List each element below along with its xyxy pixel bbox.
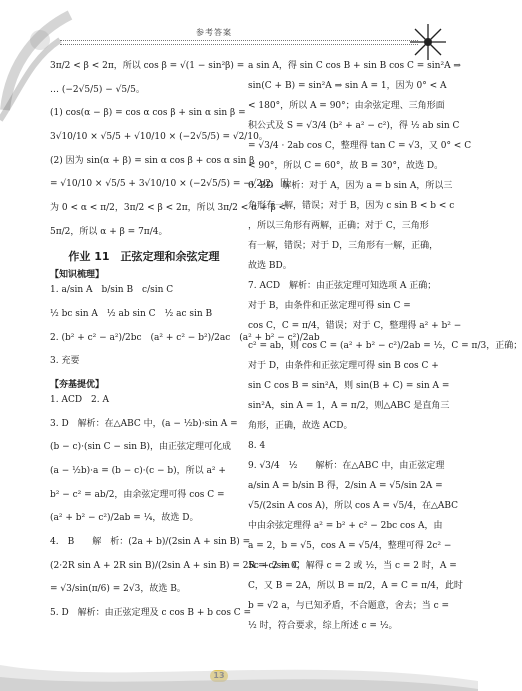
text-line: a/sin A = b/sin B 得，2/sin A = √5/sin 2A = <box>248 481 443 491</box>
text-line: 5c + 2 = 0，解得 c = 2 或 ½，当 c = 2 时，A = <box>248 561 457 571</box>
text-line: (a² + b² − c²)/2ab = ¼，故选 D。 <box>50 513 199 524</box>
text-line: (2) 因为 sin(α + β) = sin α cos β + cos α sin β <box>50 155 255 166</box>
text-line: (b − c)·(sin C − sin B)，由正弦定理可化成 <box>50 442 232 453</box>
text-line: b² − c² = ab/2，由余弦定理可得 cos C = <box>50 489 225 500</box>
text-line: 2. (b² + c² − a²)/2bc (a² + c² − b²)/2ac (a² + b² − c²)/2ab <box>50 332 320 343</box>
text-line: 5. D 解析：由正弦定理及 c cos B + b cos C = <box>50 608 252 619</box>
text-line: 为 0 < α < π/2，3π/2 < β < 2π，所以 3π/2 < α + β < <box>50 203 287 214</box>
bottom-wave-decoration <box>0 655 478 691</box>
text-line: cos C，C = π/4，错误；对于 C，整理得 a² + b² − <box>248 321 462 331</box>
header-title: 参考答案 <box>196 28 232 37</box>
text-line: ½ bc sin A ½ ab sin C ½ ac sin B <box>50 309 213 320</box>
text-line: sin(C + B) = sin²A ⇒ sin A = 1，因为 0° < A <box>248 81 447 91</box>
text-line: 有一解，错误；对于 D，三角形有一解，正确， <box>248 241 439 251</box>
text-line: (a − ½b)·a = (b − c)·(c − b)，所以 a² + <box>50 466 226 477</box>
text-line: (2·2R sin A + 2R sin B)/(2sin A + sin B) = 2R = c/sin C <box>50 560 300 571</box>
text-line: 3π/2 < β < 2π，所以 cos β = √(1 − sin²β) = <box>50 61 245 71</box>
text-line: 7. ACD 解析：由正弦定理可知选项 A 正确； <box>248 281 437 291</box>
text-line: 对于 B，由条件和正弦定理可得 sin C = <box>248 301 411 311</box>
section-title: 作业 11 正弦定理和余弦定理 <box>68 250 220 264</box>
text-line: < 90°，所以 C = 60°，故 B = 30°，故选 D。 <box>248 161 444 171</box>
right-column <box>248 60 522 640</box>
text-line: 角形有一解，错误；对于 B，因为 c sin B < b < c <box>248 201 455 211</box>
section-label: 【夯基提优】 <box>50 380 105 391</box>
header-divider <box>60 40 418 45</box>
text-line: 3. 充要 <box>50 356 80 367</box>
text-line: 3. D 解析：在△ABC 中，(a − ½b)·sin A = <box>50 418 238 429</box>
text-line: 中由余弦定理得 a² = b² + c² − 2bc cos A，由 <box>248 521 443 531</box>
text-line: (1) cos(α − β) = cos α cos β + sin α sin β = <box>50 108 246 119</box>
text-line: 9. √3/4 ½ 解析：在△ABC 中，由正弦定理 <box>248 461 445 471</box>
text-line: 1. a/sin A b/sin B c/sin C <box>50 285 174 296</box>
text-line: √5/(2sin A cos A)，所以 cos A = √5/4，在△ABC <box>248 501 459 511</box>
section-label: 【知识梳理】 <box>50 270 105 281</box>
text-line: 3√10/10 × √5/5 + √10/10 × (−2√5/5) = √2/10。 <box>50 132 268 143</box>
text-line: a = 2，b = √5，cos A = √5/4，整理可得 2c² − <box>248 541 452 551</box>
text-line: < 180°，所以 A = 90°；由余弦定理、三角形面 <box>248 101 445 111</box>
text-line: c² = ab，则 cos C = (a² + b² − c²)/2ab = ½，C = π/3，正确； <box>248 341 522 351</box>
text-line: ，所以三角形有两解，正确；对于 C，三角形 <box>248 221 429 231</box>
text-line: sin²A，sin A = 1，A = π/2，则△ABC 是直角三 <box>248 401 450 411</box>
text-line: 5π/2，所以 α + β = 7π/4。 <box>50 226 168 237</box>
text-line: ½ 时，符合要求，综上所述 c = ½。 <box>248 621 398 631</box>
text-line: = √3/sin(π/6) = 2√3，故选 B。 <box>50 584 186 595</box>
text-line: C，又 B = 2A，所以 B = π/2，A = C = π/4，此时 <box>248 581 463 591</box>
text-line: 积公式及 S = √3/4 (b² + a² − c²)，得 ½ ab sin C <box>248 121 460 131</box>
text-line: 角形，正确，故选 ACD。 <box>248 421 353 431</box>
text-line: b = √2 a，与已知矛盾，不合题意，舍去；当 c = <box>248 601 450 611</box>
text-line: = √10/10 × √5/5 + 3√10/10 × (−2√5/5) = −√2/2，因 <box>50 179 290 190</box>
text-line: 故选 BD。 <box>248 261 292 271</box>
text-line: 对于 D，由条件和正弦定理可得 sin B cos C + <box>248 361 439 371</box>
text-line: = √3/4 · 2ab cos C，整理得 tan C = √3，又 0° < C <box>248 141 472 151</box>
text-line: a sin A，得 sin C cos B + sin B cos C = sin²A ⇒ <box>248 61 461 71</box>
text-line: 8. 4 <box>248 441 266 451</box>
text-line: 1. ACD 2. A <box>50 395 109 406</box>
text-line: sin C cos B = sin²A，则 sin(B + C) = sin A = <box>248 381 450 391</box>
text-line: 4. B 解 析：(2a + b)/(2sin A + sin B) = <box>50 537 251 548</box>
flower-icon <box>408 22 448 62</box>
text-line: 6. BD 解析：对于 A，因为 a = b sin A，所以三 <box>248 181 453 191</box>
text-line: … (−2√5/5) − √5/5。 <box>50 84 145 95</box>
